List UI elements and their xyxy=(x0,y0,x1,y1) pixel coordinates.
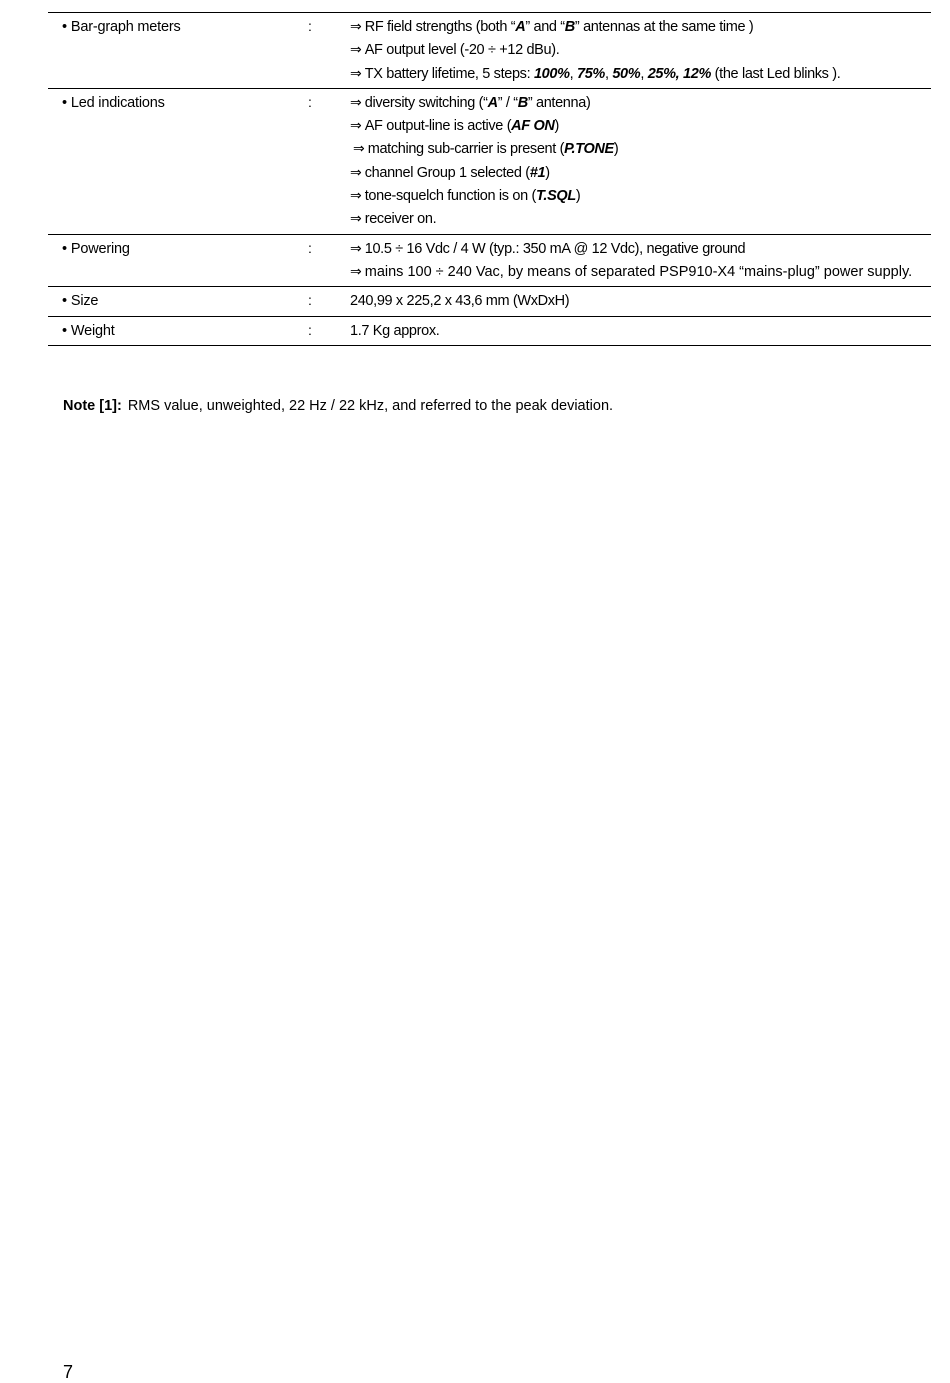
spec-row xyxy=(48,13,931,89)
spec-value-line xyxy=(350,63,931,86)
value-text: ” and “ xyxy=(525,19,565,35)
spec-value-line xyxy=(350,16,931,39)
spec-colon: : xyxy=(308,18,312,34)
value-text: TX battery lifetime, 5 steps: xyxy=(364,65,534,82)
spec-value-line xyxy=(350,138,931,161)
value-text: ” antenna) xyxy=(527,94,591,111)
value-emphasis: 25%, 12% xyxy=(647,65,711,82)
spec-colon: : xyxy=(308,292,312,309)
value-text: 1.7 Kg approx. xyxy=(350,322,440,339)
spec-values xyxy=(350,290,931,313)
arrow-icon: ⇒ xyxy=(350,164,362,181)
value-text: mains 100 ÷ 240 Vac, by means of separated PSP910-X4 “mains-plug” power supply. xyxy=(364,263,913,280)
arrow-icon: ⇒ xyxy=(350,211,362,228)
value-text: diversity switching (“ xyxy=(364,94,488,111)
value-emphasis: A xyxy=(515,19,526,35)
spec-row xyxy=(48,89,931,235)
arrow-icon: ⇒ xyxy=(350,188,362,205)
bullet-icon: • xyxy=(62,293,67,310)
value-text: receiver on. xyxy=(364,211,437,228)
spec-values xyxy=(350,320,931,343)
value-text: AF output-line is active ( xyxy=(364,118,512,135)
value-text: ” antennas at the same time ) xyxy=(574,19,754,35)
spec-values xyxy=(350,16,931,86)
value-emphasis: 75% xyxy=(577,65,605,82)
value-text: , xyxy=(569,65,577,82)
value-emphasis: T.SQL xyxy=(535,188,576,205)
value-text: matching sub-carrier is present ( xyxy=(367,141,565,158)
bullet-icon: • xyxy=(62,19,67,35)
value-text: ” / “ xyxy=(497,94,518,111)
spec-value-line xyxy=(350,39,931,62)
value-text: tone-squelch function is on ( xyxy=(364,188,536,205)
value-text: RF field strengths (both “ xyxy=(364,19,516,35)
spec-row xyxy=(48,317,931,346)
arrow-icon: ⇒ xyxy=(350,263,362,280)
spec-value-line xyxy=(350,238,931,261)
spec-value-line xyxy=(350,320,931,343)
value-text: (the last Led blinks ). xyxy=(711,65,841,82)
arrow-icon: ⇒ xyxy=(353,141,365,158)
value-emphasis: A xyxy=(487,94,498,111)
spec-colon: : xyxy=(308,93,312,110)
bullet-icon: • xyxy=(62,322,67,339)
page-number: 7 xyxy=(63,1362,74,1382)
spec-label-text: Bar-graph meters xyxy=(70,19,181,35)
value-text: , xyxy=(604,65,613,82)
spec-value-line xyxy=(350,185,931,208)
value-text: ) xyxy=(545,164,550,181)
value-text: 10.5 ÷ 16 Vdc / 4 W (typ.: 350 mA @ 12 Vdc), negative ground xyxy=(364,240,746,257)
arrow-icon: ⇒ xyxy=(350,240,362,257)
value-text: ) xyxy=(613,141,619,158)
value-text: AF output level (-20 ÷ +12 dBu). xyxy=(364,42,560,59)
spec-value-line xyxy=(350,92,931,115)
value-emphasis: P.TONE xyxy=(564,141,614,158)
spec-value-line xyxy=(350,261,931,284)
arrow-icon: ⇒ xyxy=(350,94,362,111)
spec-value-line xyxy=(350,115,931,138)
arrow-icon: ⇒ xyxy=(350,118,362,135)
arrow-icon: ⇒ xyxy=(350,19,362,35)
spec-colon: : xyxy=(308,321,312,338)
value-text: ) xyxy=(575,188,581,205)
footnote xyxy=(63,395,613,417)
spec-values xyxy=(350,92,931,232)
value-emphasis: 50% xyxy=(612,65,641,82)
footnote-label: Note [1]: xyxy=(63,398,122,414)
spec-colon: : xyxy=(308,239,312,256)
spec-row xyxy=(48,287,931,316)
value-emphasis: AF ON xyxy=(511,118,555,135)
value-emphasis: 100% xyxy=(533,65,570,82)
footnote-text: RMS value, unweighted, 22 Hz / 22 kHz, and referred to the peak deviation. xyxy=(127,398,614,414)
spec-label-text: Weight xyxy=(70,322,115,339)
bullet-icon: • xyxy=(62,240,67,257)
arrow-icon: ⇒ xyxy=(350,42,362,59)
value-emphasis: #1 xyxy=(529,164,546,181)
value-text: channel Group 1 selected ( xyxy=(364,164,530,181)
bullet-icon: • xyxy=(62,94,67,111)
specifications-table xyxy=(48,12,931,346)
spec-value-line xyxy=(350,290,931,313)
value-emphasis: B xyxy=(564,19,575,35)
value-text: , xyxy=(640,65,648,82)
value-text: 240,99 x 225,2 x 43,6 mm (WxDxH) xyxy=(350,293,570,310)
value-text: ) xyxy=(554,118,560,135)
arrow-icon: ⇒ xyxy=(350,65,362,82)
spec-label-text: Size xyxy=(70,293,99,310)
spec-label-text: Powering xyxy=(70,240,130,257)
spec-label-text: Led indications xyxy=(70,94,165,111)
spec-value-line xyxy=(350,162,931,185)
spec-values xyxy=(350,238,931,285)
value-emphasis: B xyxy=(517,94,528,111)
spec-value-line xyxy=(350,208,931,231)
spec-row xyxy=(48,235,931,288)
